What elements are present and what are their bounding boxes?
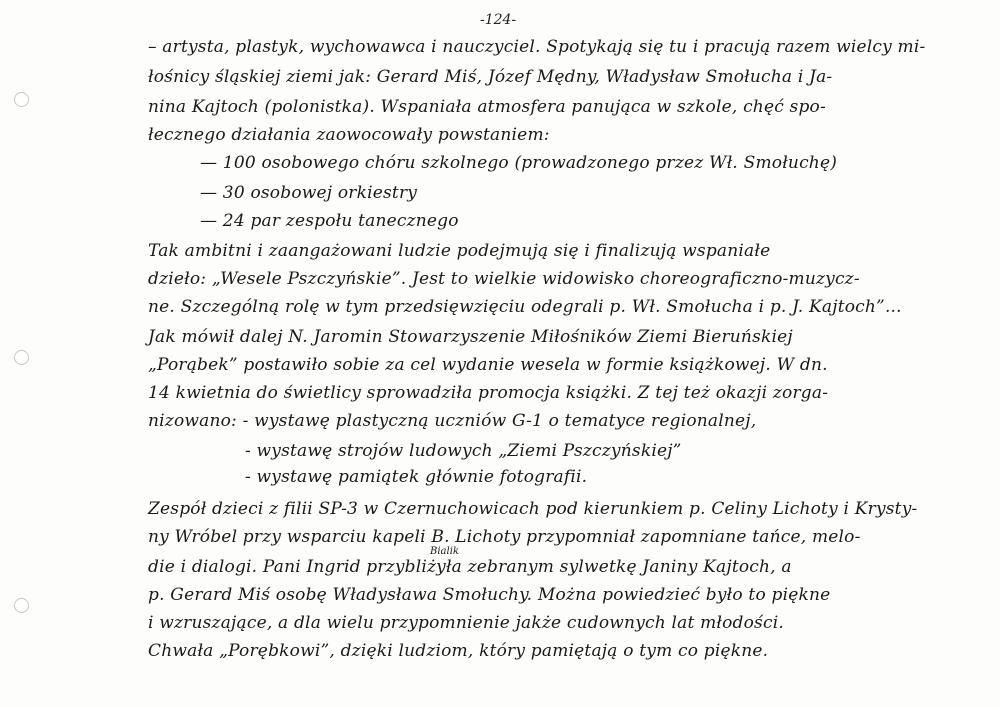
text-line: 14 kwietnia do świetlicy sprowadziła promocja książki. Z tej też okazji zorga- — [148, 383, 829, 403]
text-line: Zespół dzieci z filii SP-3 w Czernuchowicach pod kierunkiem p. Celiny Lichoty i Krysty- — [148, 499, 918, 519]
text-line: — 30 osobowej orkiestry — [200, 183, 418, 203]
text-line: p. Gerard Miś osobę Władysława Smołuchy. Można powiedzieć było to piękne — [148, 585, 831, 605]
text-line: Tak ambitni i zaangażowani ludzie podejmują się i finalizują wspaniałe — [148, 241, 771, 261]
text-line: ny Wróbel przy wsparciu kapeli B. Lichoty przypomniał zapomniane tańce, melo- — [148, 527, 861, 547]
handwritten-insertion: Bialik — [430, 546, 459, 557]
text-line: - wystawę strojów ludowych „Ziemi Pszczyńskiej” — [245, 441, 682, 461]
text-line: — 24 par zespołu tanecznego — [200, 211, 459, 231]
text-line: — 100 osobowego chóru szkolnego (prowadzonego przez Wł. Smołuchę) — [200, 153, 838, 173]
text-line: dzieło: „Wesele Pszczyńskie”. Jest to wielkie widowisko choreograficzno-muzycz- — [148, 269, 860, 289]
text-line: „Porąbek” postawiło sobie za cel wydanie wesela w formie książkowej. W dn. — [148, 355, 828, 375]
page-number: -124- — [480, 12, 517, 28]
text-line: Jak mówił dalej N. Jaromin Stowarzyszenie Miłośników Ziemi Bieruńskiej — [148, 327, 793, 347]
text-line: ne. Szczególną rolę w tym przedsięwzięciu odegrali p. Wł. Smołucha i p. J. Kajtoch”... — [148, 297, 902, 317]
text-line: nina Kajtoch (polonistka). Wspaniała atmosfera panująca w szkole, chęć spo- — [148, 97, 826, 117]
text-line: łecznego działania zaowocowały powstaniem: — [148, 125, 550, 145]
text-line: - wystawę pamiątek głównie fotografii. — [245, 467, 588, 487]
text-line: i wzruszające, a dla wielu przypomnienie jakże cudownych lat młodości. — [148, 613, 784, 633]
text-line: – artysta, plastyk, wychowawca i nauczyciel. Spotykają się tu i pracują razem wielcy mi- — [148, 37, 926, 57]
text-line: łośnicy śląskiej ziemi jak: Gerard Miś, Józef Mędny, Władysław Smołucha i Ja- — [148, 67, 833, 87]
text-line: Chwała „Porębkowi”, dzięki ludziom, który pamiętają o tym co piękne. — [148, 641, 769, 661]
text-line: die i dialogi. Pani Ingrid przybliżyła zebranym sylwetkę Janiny Kajtoch, a — [148, 557, 792, 577]
text-line: nizowano: - wystawę plastyczną uczniów G-1 o tematyce regionalnej, — [148, 411, 757, 431]
